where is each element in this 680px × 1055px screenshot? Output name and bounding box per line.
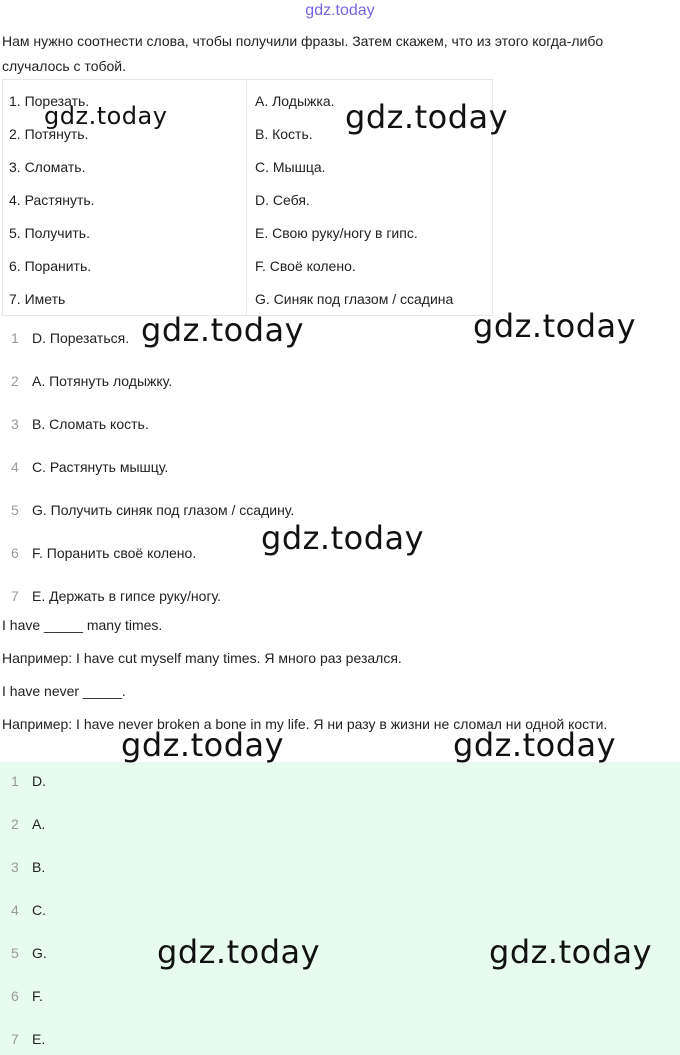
watermark: gdz.today (261, 519, 425, 557)
table-left-item: 2. Потянуть. (9, 126, 89, 142)
watermark: gdz.today (345, 98, 509, 136)
table-right-item: A. Лодыжка. (255, 93, 335, 109)
table-right-item: F. Своё колено. (255, 258, 356, 274)
table-right-item: G. Синяк под глазом / ссадина (255, 291, 454, 307)
answer-text: B. (32, 859, 46, 875)
table-left-item: 4. Растянуть. (9, 192, 95, 208)
answer-number: 7 (11, 588, 19, 604)
watermark: gdz.today (157, 933, 321, 971)
watermark: gdz.today (453, 726, 617, 764)
answer-number: 6 (11, 988, 19, 1004)
table-right-item: B. Кость. (255, 126, 313, 142)
intro-text: Нам нужно соотнести слова, чтобы получили фразы. Затем скажем, что из этого когда-либо случалось с тобой. (2, 33, 604, 74)
answer-number: 1 (11, 773, 19, 789)
answer-number: 3 (11, 416, 19, 432)
table-right-item: C. Мышца. (255, 159, 326, 175)
watermark: gdz.today (44, 102, 168, 130)
template-sentence: I have never _____. (2, 683, 126, 699)
example-sentence: Например: I have never broken a bone in my life. Я ни разу в жизни не сломал ни одной кости. (2, 716, 608, 732)
answer-number: 5 (11, 945, 19, 961)
answer-number: 3 (11, 859, 19, 875)
answer-text: B. Сломать кость. (32, 416, 149, 432)
answer-text: D. Порезаться. (32, 330, 130, 346)
answer-text: C. Растянуть мышцу. (32, 459, 169, 475)
answer-number: 4 (11, 902, 19, 918)
answer-number: 2 (11, 373, 19, 389)
answer-number: 5 (11, 502, 19, 518)
answer-text: F. (32, 988, 43, 1004)
table-left-item: 6. Поранить. (9, 258, 92, 274)
answer-text: E. (32, 1031, 46, 1047)
template-sentence: I have _____ many times. (2, 617, 163, 633)
answer-number: 2 (11, 816, 19, 832)
table-left-item: 7. Иметь (9, 291, 66, 307)
table-left-item: 5. Получить. (9, 225, 90, 241)
site-logo[interactable]: gdz.today (305, 2, 375, 19)
answer-text: E. Держать в гипсе руку/ногу. (32, 588, 222, 604)
table-right-item: E. Свою руку/ногу в гипс. (255, 225, 418, 241)
watermark: gdz.today (473, 307, 637, 345)
table-column-divider (246, 80, 247, 315)
table-left-item: 1. Порезать. (9, 93, 90, 109)
answer-number: 1 (11, 330, 19, 346)
watermark: gdz.today (121, 726, 285, 764)
answer-text: A. (32, 816, 46, 832)
answer-text: D. (32, 773, 46, 789)
table-left-item: 3. Сломать. (9, 159, 86, 175)
answer-number: 7 (11, 1031, 19, 1047)
matching-table (2, 79, 493, 316)
answer-text: F. Поранить своё колено. (32, 545, 197, 561)
example-sentence: Например: I have cut myself many times. Я много раз резался. (2, 650, 402, 666)
answer-text: C. (32, 902, 46, 918)
short-answer-box (0, 762, 680, 1055)
answer-text: G. (32, 945, 47, 961)
answer-number: 4 (11, 459, 19, 475)
watermark: gdz.today (489, 933, 653, 971)
table-right-item: D. Себя. (255, 192, 310, 208)
answer-text: G. Получить синяк под глазом / ссадину. (32, 502, 295, 518)
answer-text: A. Потянуть лодыжку. (32, 373, 173, 389)
watermark: gdz.today (141, 311, 305, 349)
answer-number: 6 (11, 545, 19, 561)
